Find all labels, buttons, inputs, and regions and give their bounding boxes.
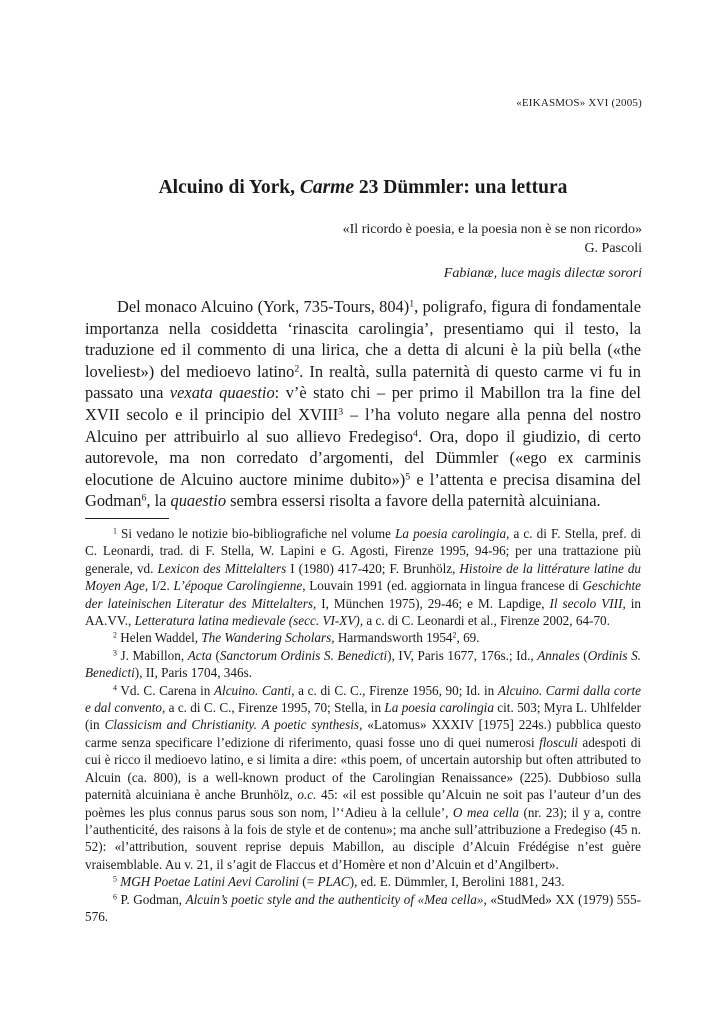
footnotes [85, 525, 641, 925]
footnote-5: $^5$ MGH Poetae Latini Aevi Carolini (= PLAC), ed. E. Dümmler, I, Berolini 1881, 243. [113, 874, 565, 890]
footnote-ref: 5 [405, 471, 411, 483]
footnote-2: $^2$ Helen Waddel, The Wandering Scholars, Harmandsworth 1954$^2$, 69. [113, 630, 480, 646]
footnote-ref: 2 [294, 363, 300, 375]
running-head: «EIKASMOS» XVI (2005) [516, 97, 642, 109]
footnote-separator [85, 518, 169, 519]
dedication: Fabianæ, luce magis dilectæ sorori [443, 266, 642, 281]
article-title: Alcuino di York, Carme 23 Dümmler: una lettura [158, 177, 568, 198]
footnote-3: $^3$ J. Mabillon, Acta (Sanctorum Ordinis S. Benedicti), IV, Paris 1677, 176s.; Id., Annales (Ordinis S. Benedicti), II, Paris 1704, 346s. [85, 647, 641, 681]
main-text [85, 296, 641, 512]
footnote-ref: 6 [141, 492, 147, 504]
footnote-4: $^4$ Vd. C. Carena in Alcuino. Canti, a c. di C. C., Firenze 1956, 90; Id. in Alcuino. Carmi dalla corte e dal convento, a c. di C. C., Firenze 1995, 70; Stella, in La poesia carolingia cit. 503; Myra L. Uhlfelder (in Classicism and Christianity. A poetic synthesis, «Latomus» XXXIV [1975] 224s.) pubblica questo carme senza specificare l’edizione di riferimento, quasi fosse uno di quei numerosi flosculi adespoti di cui è ricco il medioevo latino, e si limita a dire: «this poem, of uncertain autorship but often attributed to Alcuin (ca. 800), is a well-known product of the Carolingian Renaissance» (225). Dubbioso sulla paternità alcuiniana è anche Brunhölz, o.c. 45: «il est possible qu’Alcuin ne soit pas l’auteur d’un des poèmes les plus connus parus sous son nom, l’‘Adieu à la cellule’, O mea cella (nr. 23); il y a, contre l’authenticité, des raisons à la fois de style et de contenu»; ma anche sull’attribuzione a Fredegiso (45 n. 52): «l’attribution, souvent reprise depuis Mabillon, au disciple d’Alcuin Frédégise n’est guère vraisemblable. Au v. 21, il s’agit de Flaccus et d’Homère et non d’Alcuin et d’Angilbert». [85, 682, 642, 872]
epigraph [343, 220, 642, 258]
footnote-ref: 3 [338, 406, 344, 418]
footnote-1: $^1$ Si vedano le notizie bio-bibliografiche nel volume La poesia carolingia, a c. di F. Stella, pref. di C. Leonardi, trad. di F. Stella, W. Lapini e G. Agosti, Firenze 1995, 94-96; per una trattazione più generale, vd. Lexicon des Mittelalters I (1980) 417-420; F. Brunhölz, Histoire de la littérature latine du Moyen Age, I/2. L’époque Carolingienne, Louvain 1991 (ed. aggiornata in lingua francese di Geschichte der lateinischen Literatur des Mittelalters, I, München 1975), 29-46; e M. Lapdige, Il secolo VIII, in AA.VV., Letteratura latina medievale (secc. VI-XV), a c. di C. Leonardi et al., Firenze 2002, 64-70. [85, 526, 642, 629]
body-paragraph: Del monaco Alcuino (York, 735-Tours, 804)$^1$, poligrafo, figura di fondamentale importanza nella cosiddetta ‘rinascita carolingia’, presentiamo qui il testo, la traduzione ed il commento di una lirica, che a detta di alcuni è la più bella («the loveliest») del medioevo latino$^2$. In realtà, sulla paternità di questo carme vi fu in passato una vexata quaestio: v’è stato chi – per primo il Mabillon tra la fine del XVII secolo e il principio del XVIII$^3$ – l’ha voluto negare alla penna del nostro Alcuino per attribuirlo al suo allievo Fredegiso$^4$. Ora, dopo il giudizio, di certo autorevole, ma non corredato d’argomenti, del Dümmler («ego ex carminis elocutione de Alcuino auctore minime dubito»)$^5$ e l’attenta e precisa disamina del Godman$^6$, la quaestio sembra essersi risolta a favore della paternità alcuiniana. [85, 297, 641, 511]
epigraph-author: G. Pascoli [584, 241, 642, 256]
footnote-ref: 1 [409, 298, 415, 310]
footnote-6: $^6$ P. Godman, Alcuin’s poetic style and the authenticity of «Mea cella», «StudMed» XX (1979) 555-576. [85, 891, 641, 924]
epigraph-quote: «Il ricordo è poesia, e la poesia non è se non ricordo» [342, 222, 642, 237]
footnote-ref: 4 [413, 428, 419, 440]
